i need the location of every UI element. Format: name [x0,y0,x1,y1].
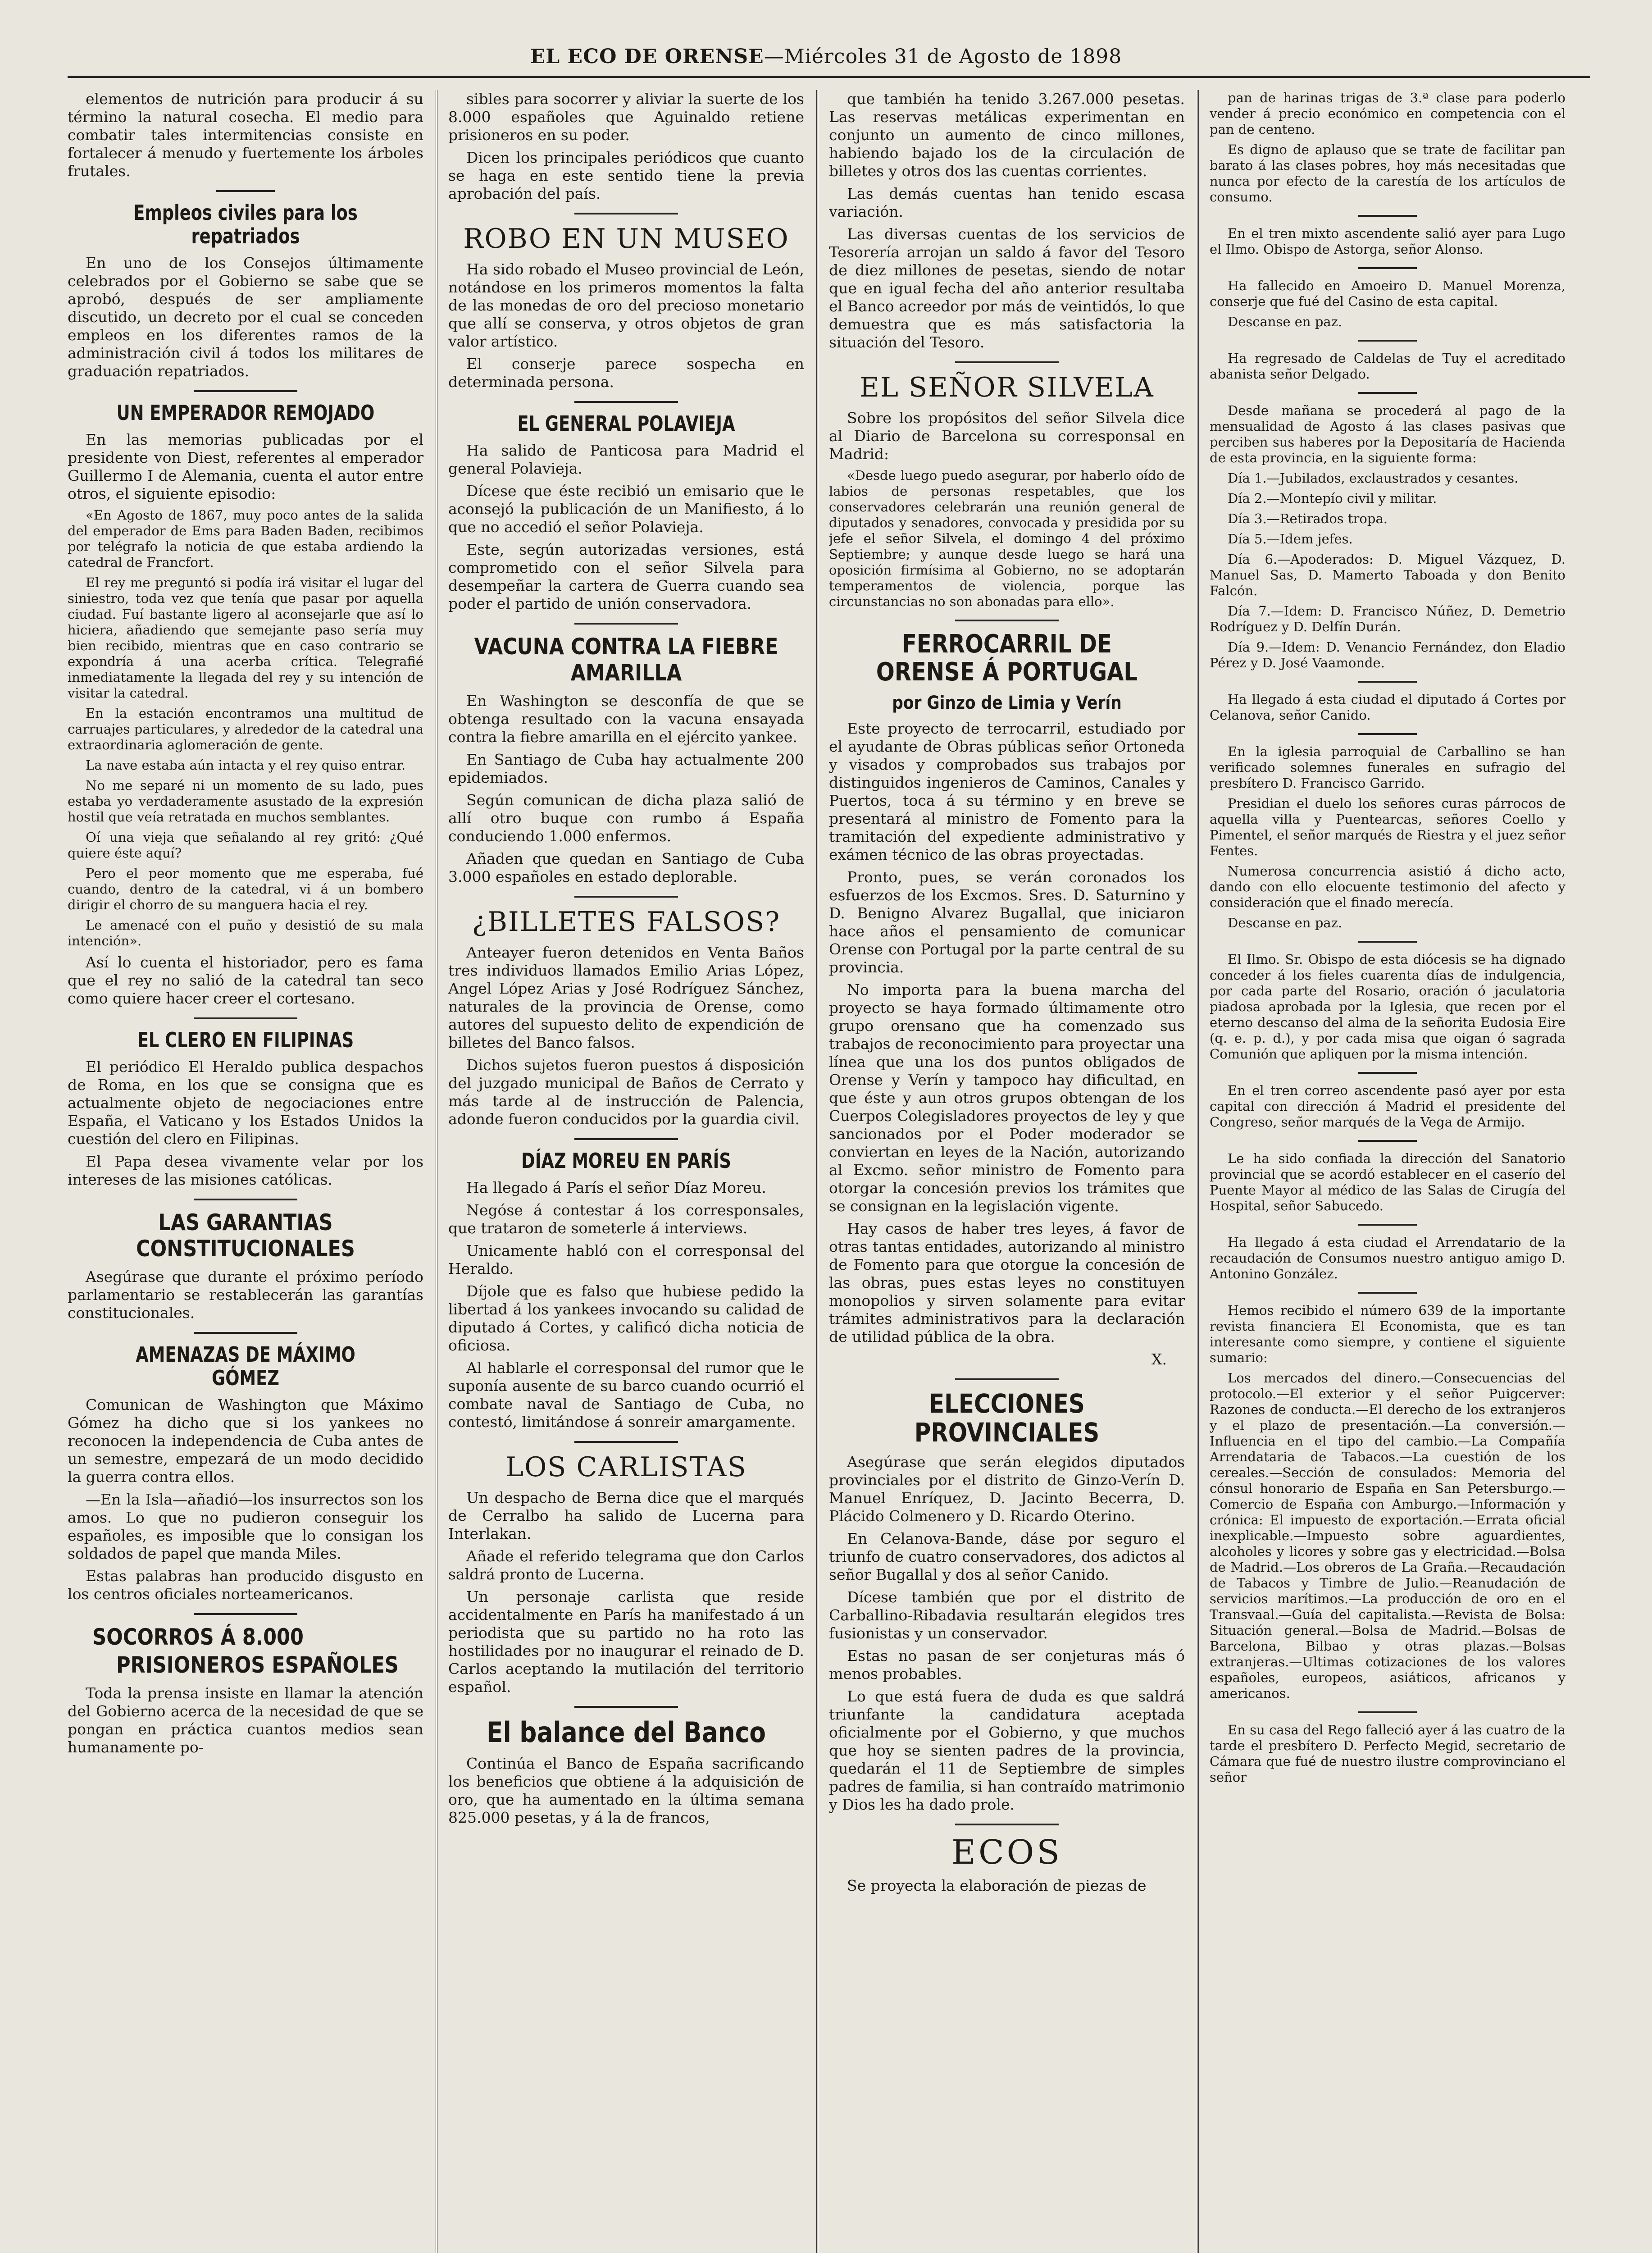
article-lead [448,90,804,203]
article-lead [68,90,423,180]
paragraph: El conserje parece sospecha en determinada persona. [448,355,804,391]
separator [1358,733,1417,735]
separator [1358,1224,1417,1226]
paragraph: Asegúrase que durante el próximo período parlamentario se restablecerán las garantías constitucionales. [68,1268,423,1322]
paragraph: Dícese también que por el distrito de Carballino-Ribadavia resultarán elegidos tres fusionistas y un conservador. [829,1588,1185,1642]
article-quote [68,507,423,949]
paragraph: pan de harinas trigas de 3.ª clase para poderlo vender á precio económico en competencia con el pan de centeno. [1210,90,1566,137]
article-title: ¿BILLETES FALSOS? [472,906,781,938]
article-title: ECOS [951,1833,1062,1872]
paragraph: «En Agosto de 1867, muy poco antes de la salida del emperador de Ems para Baden Baden, recibimos por telégrafo la noticia de que estaba ardiendo la catedral de Francfort. [68,507,423,570]
paragraph: Comunican de Washington que Máximo Gómez ha dicho que si los yankees no reconocen la independencia de Cuba antes de un semestre, empezará de un modo decidido la guerra contra ellos. [68,1396,423,1486]
paragraph: Unicamente habló con el corresponsal del Heraldo. [448,1242,804,1277]
paragraph: Día 2.—Montepío civil y militar. [1228,491,1437,506]
paragraph: «Desde luego puedo asegurar, por haberlo oído de labios de personas respetables, que los conservadores celebrarán una reunión general de diputados y senadores, convocada y presidida por su jefe el señor Silvela, el domingo 4 del próximo Septiembre; y aunque desde luego se hará una oposición firmísima al Gobierno, no se adoptarán temperamentos de violencia, porque las circunstancias no son abonadas para ello». [829,468,1185,609]
paragraph: Asegúrase que serán elegidos diputados provinciales por el distrito de Ginzo-Verín D. Manuel Enríquez, D. Jacinto Becerra, D. Plácido Colmenero y D. Ricardo Oterino. [829,1453,1185,1525]
paragraph: Añade el referido telegrama que don Carlos saldrá pronto de Lucerna. [448,1547,804,1583]
paragraph: Negóse á contestar á los corresponsales, que trataron de someterle á interviews. [448,1201,804,1237]
news-item [1210,1083,1566,1130]
news-item [1210,351,1566,382]
article-body [448,1755,804,1827]
column-1 [68,90,423,2253]
separator [574,896,678,898]
separator [1358,392,1417,394]
paragraph: Díjole que es falso que hubiese pedido la libertad á los yankees invocando su calidad de diputado á Cortes, y calificó dicha noticia de oficiosa. [448,1282,804,1354]
article-title: PRISIONEROS ESPAÑOLES [116,1652,399,1678]
paragraph: Descanse en paz. [1228,915,1343,930]
paragraph: El Papa desea vivamente velar por los intereses de las misiones católicas. [68,1153,423,1188]
article-title: EL SEÑOR SILVELA [860,372,1154,403]
article-body [448,1489,804,1696]
article-body [68,1684,423,1756]
separator [194,1199,297,1200]
masthead: EL ECO DE ORENSE—Miércoles 31 de Agosto de 1898 [530,45,1122,68]
paragraph: Día 3.—Retirados tropa. [1228,511,1388,526]
separator [955,361,1059,363]
paragraph: Descanse en paz. [1228,314,1343,329]
article-title: EL GENERAL POLAVIEJA [517,411,735,436]
article-title: LAS GARANTIAS CONSTITUCIONALES [136,1209,355,1262]
news-item [1210,403,1566,671]
separator [1358,215,1417,217]
column-4 [1210,90,1566,2253]
article-title: VACUNA CONTRA LA FIEBRE AMARILLA [474,634,778,686]
article-body [448,944,804,1128]
column-3 [829,90,1185,2253]
separator [955,1378,1059,1380]
paragraph: En las memorias publicadas por el presidente von Diest, referentes al emperador Guillermo I de Alemania, cuenta el autor entre otros, el siguiente episodio: [68,431,423,502]
separator [1358,1711,1417,1713]
column-2 [448,90,804,2253]
news-item [1210,1722,1566,1785]
paragraph: Pronto, pues, se verán coronados los esfuerzos de los Excmos. Sres. D. Saturnino y D. Benigno Alvarez Bugallal, que iniciaron hace años el pensamiento de comunicar Orense con Portugal por la parte central de su provincia. [829,868,1185,976]
paragraph: Le ha sido confiada la dirección del Sanatorio provincial que se acordó establecer en el caserío del Puente Mayor al médico de las Salas de Cirugía del Hospital, señor Sabucedo. [1210,1151,1566,1213]
paragraph: Anteayer fueron detenidos en Venta Baños tres individuos llamados Emilio Arias López, Angel López Arias y José Rodríguez Sánchez, naturales de la provincia de Orense, como autores del supuesto delito de expendición de billetes del Banco falsos. [448,944,804,1051]
paragraph: Ha fallecido en Amoeiro D. Manuel Morenza, conserje que fué del Casino de esta capital. [1210,278,1566,309]
paragraph: Dícese que éste recibió un emisario que le aconsejó la publicación de un Manifiesto, á lo que no accedió el señor Polavieja. [448,482,804,536]
article-body [68,254,423,380]
paragraph: Día 7.—Idem: D. Francisco Núñez, D. Demetrio Rodríguez y D. Delfín Durán. [1210,603,1566,634]
article-subtitle: por Ginzo de Limia y Verín [892,693,1122,713]
paragraph: Presidian el duelo los señores curas párrocos de aquella villa y Puentearcas, señores Coello y Pimentel, el señor marqués de Riestra y el juez señor Fentes. [1210,796,1566,858]
paragraph: Un despacho de Berna dice que el marqués de Cerralbo ha salido de Lucerna para Interlakan. [448,1489,804,1542]
paragraph: Lo que está fuera de duda es que saldrá triunfante la candidatura aceptada oficialmente por el Gobierno, y que muchos que hoy se sienten padres de la provincia, quedarán el 11 de Septiembre de simples padres de familia, si han contraído matrimonio y Dios les ha dado prole. [829,1687,1185,1813]
separator [955,620,1059,621]
paragraph: En la iglesia parroquial de Carballino se han verificado solemnes funerales en sufragio del presbítero D. Francisco Garrido. [1210,744,1566,791]
paragraph: No me separé ni un momento de su lado, pues estaba yo verdaderamente asustado de la expresión hostil que veía retratada en muchos semblantes. [68,778,423,825]
paragraph: Le amenacé con el puño y desistió de su mala intención». [68,917,423,949]
article-title: El balance del Banco [487,1716,766,1749]
article-body [829,1877,1185,1895]
separator [1358,1140,1417,1142]
article-title: UN EMPERADOR REMOJADO [116,401,375,425]
separator [1358,1292,1417,1294]
article-body [68,1268,423,1322]
separator [574,623,678,625]
paragraph: Continúa el Banco de España sacrificando los beneficios que obtiene á la adquisición de oro, que ha aumentado en la última semana 825.000 pesetas, y á la de francos, [448,1755,804,1826]
article-body [829,1453,1185,1814]
article-body [68,431,423,503]
news-item [1210,744,1566,931]
paragraph: En el tren correo ascendente pasó ayer por esta capital con dirección á Madrid el presidente del Congreso, señor marqués de la Vega de Armijo. [1210,1083,1566,1130]
separator [1358,267,1417,269]
separator [194,1017,297,1019]
paragraph: Estas palabras han producido disgusto en los centros oficiales norteamericanos. [68,1567,423,1603]
separator [194,390,297,392]
paragraph: Ha llegado á esta ciudad el diputado á Cortes por Celanova, señor Canido. [1210,692,1566,723]
page-columns [68,90,1608,2253]
article-title: DÍAZ MOREU EN PARÍS [521,1149,731,1173]
article-quote [829,468,1185,610]
news-item [1210,1151,1566,1214]
separator [1358,941,1417,943]
paragraph: Día 9.—Idem: D. Venancio Fernández, don Eladio Pérez y D. José Vaamonde. [1210,639,1566,670]
article-title: ELECCIONES PROVINCIALES [914,1388,1100,1448]
separator [216,190,275,192]
paragraph: Desde mañana se procederá al pago de la mensualidad de Agosto á las clases pasivas que perciben sus haberes por la Depositaría de Hacienda de esta provincia, en la siguiente forma: [1210,403,1566,465]
article-body [448,260,804,391]
paragraph: Dichos sujetos fueron puestos á disposición del juzgado municipal de Baños de Cerrato y más tarde al de instrucción de Palencia, adonde fueron conducidos por la guardia civil. [448,1056,804,1128]
paragraph: Dicen los principales periódicos que cuanto se haga en este sentido tiene la previa aprobación del país. [448,149,804,202]
article-title: FERROCARRIL DE ORENSE Á PORTUGAL [876,629,1138,687]
paragraph: El periódico El Heraldo publica despachos de Roma, en los que se consigna que es actualmente objeto de negociaciones entre España, el Vaticano y los Estados Unidos la cuestión del clero en Filipinas. [68,1058,423,1148]
paragraph: Ha salido de Panticosa para Madrid el general Polavieja. [448,442,804,477]
separator [1358,340,1417,342]
paragraph: En uno de los Consejos últimamente celebrados por el Gobierno se sabe que se aprobó, después de ser ampliamente discutido, un decreto por el cual se conceden empleos en los diferentes ramos de la administración civil á todos los militares de graduación repatriados. [68,254,423,380]
paragraph: En Santiago de Cuba hay actualmente 200 epidemiados. [448,751,804,786]
paragraph: Ha regresado de Caldelas de Tuy el acreditado abanista señor Delgado. [1210,351,1566,382]
paragraph: Este, según autorizadas versiones, está comprometido con el señor Silvela para desempeñar la cartera de Guerra cuando sea poder el partido de unión conservadora. [448,541,804,612]
paragraph: En Washington se desconfía de que se obtenga resultado con la vacuna ensayada contra la fiebre amarilla en el ejército yankee. [448,692,804,746]
paragraph: Toda la prensa insiste en llamar la atención del Gobierno acerca de la necesidad de que se pongan en práctica cuantos medios sean humanamente po- [68,1684,423,1756]
paragraph: Ha llegado á esta ciudad el Arrendatario de la recaudación de Consumos nuestro antiguo amigo D. Antonino González. [1210,1235,1566,1282]
paragraph: Este proyecto de terrocarril, estudiado por el ayudante de Obras públicas señor Ortoneda y visados y comprobados sus trabajos por distinguidos ingenieros de Caminos, Canales y Puertos, toca á su término y en breve se presentará al ministro de Fomento para la tramitación del expediente administrativo y exámen técnico de las obras proyectadas. [829,720,1185,863]
paragraph: Se proyecta la elaboración de piezas de [847,1877,1147,1894]
article-lead [829,90,1185,351]
article-title: ROBO EN UN MUSEO [463,223,789,255]
paragraph: Ha llegado á París el señor Díaz Moreu. [466,1179,766,1196]
paragraph: Las demás cuentas han tenido escasa variación. [829,185,1185,220]
article-title: LOS CARLISTAS [505,1451,747,1483]
paragraph: No importa para la buena marcha del proyecto se haya formado últimamente otro grupo orensano que ha comenzado sus trabajos de reconocimiento para proyectar una línea que una los dos puntos obligados de Orense y Verín y tampoco hay dificultad, en que éste y aun otros grupos obtengan de los Cuerpos Colegisladores proyectos de ley y que sancionados por el Poder moderador se conviertan en leyes de la Nación, autorizando al Excmo. señor ministro de Fomento para otorgar la concesión previos los trámites que se consignan en la legislación vigente. [829,981,1185,1215]
article-title: EL CLERO EN FILIPINAS [137,1028,354,1052]
paragraph: Un personaje carlista que reside accidentalmente en París ha manifestado á un periodista que su partido no ha roto las hostilidades por no inaugurar el reinado de D. Carlos aceptando la mutilación del territorio español. [448,1588,804,1696]
paragraph: El rey me preguntó si podía irá visitar el lugar del siniestro, toda vez que tenía que pasar por aquella ciudad. Fuí bastante ligero al aconsejarle que así lo hiciera, añadiendo que semejante paso sería muy bien recibido, mientras que en caso contrario se expondría á una acerba crítica. Telegrafié inmediatamente la llegada del rey y su intención de visitar la catedral. [68,575,423,701]
article-title: Empleos civiles para los repatriados [133,201,358,248]
paragraph: El Ilmo. Sr. Obispo de esta diócesis se ha dignado conceder á los fieles cuarenta días de indulgencia, por cada parte del Rosario, oración ó jaculatoria piadosa aprobada por la Iglesia, que recen por el eterno descanso del alma de la señorita Eudosia Eire (q. e. p. d.), y por cada misa que oigan ó sagrada Comunión que apliquen por la misma intención. [1210,952,1566,1062]
paragraph: Añaden que quedan en Santiago de Cuba 3.000 españoles en estado deplorable. [448,850,804,885]
paragraph: Numerosa concurrencia asistió á dicho acto, dando con ello elocuente testimonio del afecto y consideración que el finado merecía. [1210,863,1566,910]
paragraph: Estas no pasan de ser conjeturas más ó menos probables. [829,1647,1185,1683]
paper-name: EL ECO DE ORENSE [530,45,764,68]
article-body [68,953,423,1008]
paragraph: Pero el peor momento que me esperaba, fué cuando, dentro de la catedral, vi á un bombero dirigir el chorro de su manguera hacia el rey. [68,866,423,912]
paragraph: Las diversas cuentas de los servicios de Tesorería arrojan un saldo á favor del Tesoro de diez millones de pesetas, siendo de notar que en igual fecha del año anterior resultaba el Banco acreedor por más de veintidós, lo que demuestra que es más satisfactoria la situación del Tesoro. [829,225,1185,351]
paragraph: Día 1.—Jubilados, exclaustrados y cesantes. [1228,470,1519,486]
paragraph: Al hablarle el corresponsal del rumor que le suponía ausente de su barco cuando ocurrió el combate naval de Santiago de Cuba, no contestó, limitándose á sonreir amargamente. [448,1359,804,1431]
paragraph: Hemos recibido el número 639 de la importante revista financiera El Economista, que es tan interesante como siempre, y contiene el siguiente sumario: [1210,1303,1566,1365]
separator [1358,681,1417,683]
separator [574,401,678,403]
article-body [448,1179,804,1431]
paragraph: En Celanova-Bande, dáse por seguro el triunfo de cuatro conservadores, dos adictos al señor Bugallal y dos al señor Canido. [829,1530,1185,1583]
paragraph: —En la Isla—añadió—los insurrectos son los amos. Lo que no pudieron conseguir los españoles, es imposible que lo consigan los soldados de papel que manda Miles. [68,1491,423,1562]
article-body [829,720,1185,1346]
paragraph: La nave estaba aún intacta y el rey quiso entrar. [86,757,406,773]
news-item [1210,90,1566,205]
paragraph: Oí una vieja que señalando al rey gritó: ¿Qué quiere éste aquí? [68,830,423,861]
article-title: SOCORROS Á 8.000 [92,1624,304,1650]
paragraph: que también ha tenido 3.267.000 pesetas. Las reservas metálicas experimentan en conjunto un aumento de cinco millones, habiendo bajado los de la circulación de billetes y otros dos las cuentas corrientes. [829,90,1185,180]
paragraph: En su casa del Rego falleció ayer á las cuatro de la tarde el presbítero D. Perfecto Megid, secretario de Cámara que fué de nuestro ilustre comprovinciano el señor [1210,1722,1566,1785]
article-body [448,442,804,613]
article-body [829,409,1185,463]
news-item [1210,1303,1566,1701]
separator [574,1441,678,1443]
separator [194,1332,297,1334]
article-body [68,1058,423,1189]
news-item [1210,278,1566,330]
article-body [68,1396,423,1603]
paragraph: Los mercados del dinero.—Consecuencias del protocolo.—El exterior y el señor Puigcerver: Razones de conducta.—El derecho de los extranjeros y el plazo de presentación.—La conversión.—Influencia en el tipo del cambio.—La Compañía Arrendataria de Tabacos.—La cuestión de los cereales.—Sección de consulados: Memoria del cónsul honorario de España en San Petersburgo.—Comercio de España con Amburgo.—Información y crónica: El impuesto de exportación.—Errata oficial inexplicable.—Impuesto sobre aguardientes, alcoholes y licores y sobre gas y electricidad.—Bolsa de Madrid.—Los obreros de La Graña.—Recaudación de Tabacos y Timbre de Julio.—Reanudación de servicios marítimos.—La producción de oro en el Transvaal.—Guía del capitalista.—Revista de Bolsa: Situación general.—Bolsa de Madrid.—Bolsas de Barcelona, Bilbao y otras plazas.—Bolsas extranjeras.—Ultimas cotizaciones de los valores españoles, europeos, asiáticos, africanos y americanos. [1210,1370,1566,1701]
separator [574,1138,678,1140]
paragraph: Así lo cuenta el historiador, pero es fama que el rey no salió de la catedral tan seco como quiere hacer creer el cortesano. [68,953,423,1007]
article-title: AMENAZAS DE MÁXIMO GÓMEZ [136,1342,355,1390]
separator [955,1824,1059,1825]
paragraph: Sobre los propósitos del señor Silvela dice al Diario de Barcelona su corresponsal en Madrid: [829,409,1185,463]
paragraph: Hay casos de haber tres leyes, á favor de otras tantas entidades, autorizando al ministro de Fomento para que otorgue la concesión de las obras, pues estas leyes no constituyen monopolios y sirven solamente para evitar trámites administrativos para la declaración de utilidad pública de la obra. [829,1220,1185,1345]
paragraph: elementos de nutrición para producir á su término la natural cosecha. El medio para combatir tales intermitencias consiste en fortalecer á menudo y fuertemente los árboles frutales. [68,90,423,180]
news-item [1210,1235,1566,1282]
paragraph: Ha sido robado el Museo provincial de León, notándose en los primeros momentos la falta de las monedas de oro del precioso monetario que allí se conserva, y otros objetos de gran valor artístico. [448,260,804,350]
news-item [1210,692,1566,723]
article-body [448,692,804,886]
separator [194,1613,297,1615]
news-item [1210,952,1566,1062]
separator [1358,1072,1417,1074]
paragraph: Día 6.—Apoderados: D. Miguel Vázquez, D. Manuel Sas, D. Mamerto Taboada y don Benito Falcón. [1210,552,1566,598]
paragraph: Según comunican de dicha plaza salió de allí otro buque con rumbo á España conduciendo 1.000 enfermos. [448,791,804,845]
paragraph: En la estación encontramos una multitud de carruajes particulares, y alrededor de la catedral una extraordinaria aglomeración de gente. [68,706,423,753]
paragraph: Es digno de aplauso que se trate de facilitar pan barato á las clases pobres, hoy más necesitadas que nunca por efecto de la carestía de los artículos de consumo. [1210,142,1566,205]
paragraph: En el tren mixto ascendente salió ayer para Lugo el Ilmo. Obispo de Astorga, señor Alonso. [1210,226,1566,257]
separator [574,213,678,214]
news-item [1210,226,1566,257]
paragraph: Día 5.—Idem jefes. [1228,531,1353,547]
article-signature: X. [1151,1350,1167,1368]
date-line: Miércoles 31 de Agosto de 1898 [784,45,1122,68]
paragraph: sibles para socorrer y aliviar la suerte de los 8.000 españoles que Aguinaldo retiene prisioneros en su poder. [448,90,804,144]
separator [574,1706,678,1708]
masthead-rule [68,76,1590,78]
